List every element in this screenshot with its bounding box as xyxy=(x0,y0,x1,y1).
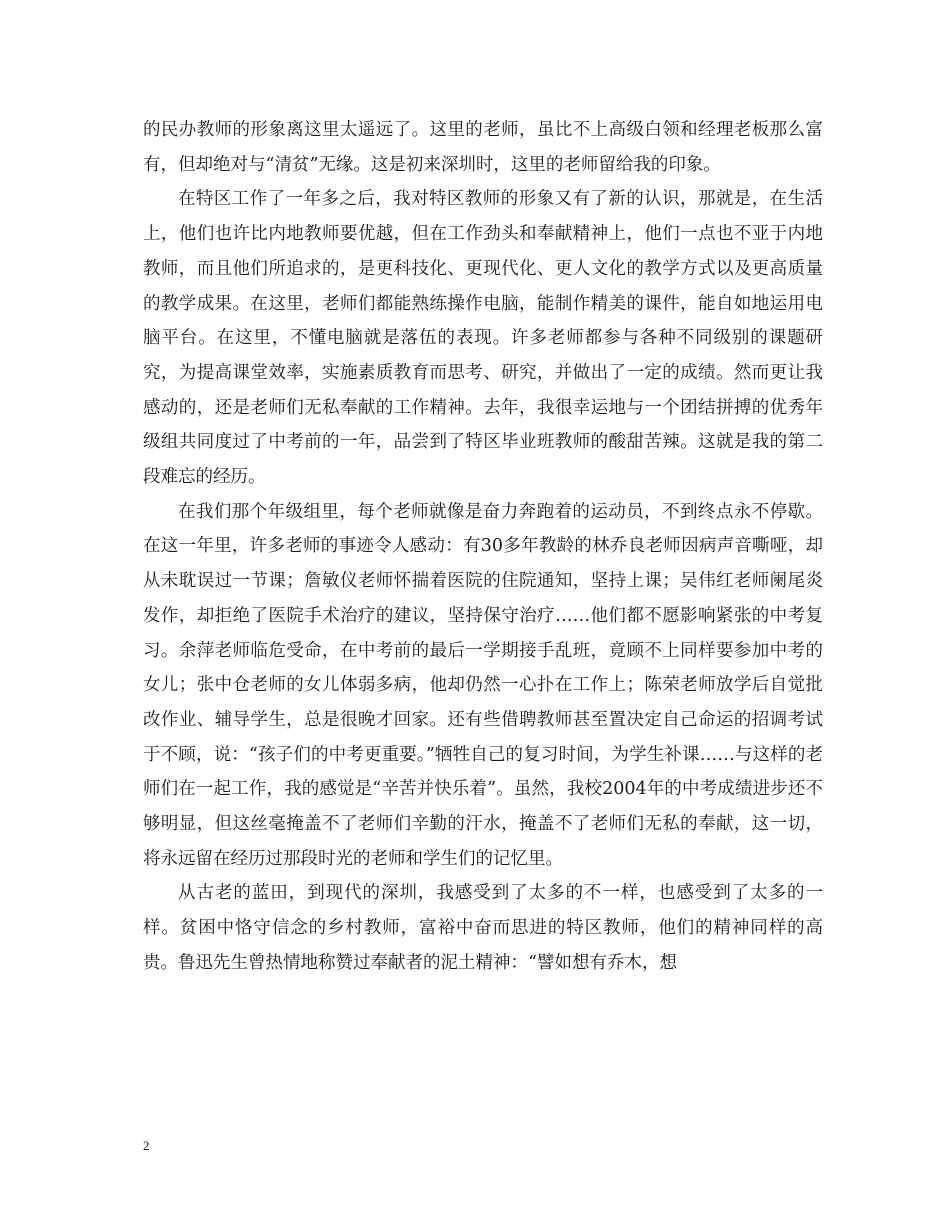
paragraph: 在特区工作了一年多之后，我对特区教师的形象又有了新的认识，那就是，在生活上，他们也许比内地教师要优越，但在工作劲头和奉献精神上，他们一点也不亚于内地教师，而且他们所追求的，是更科技化、更现代化、更人文化的教学方式以及更高质量的教学成果。在这里，老师们都能熟练操作电脑，能制作精美的课件，能自如地运用电脑平台。在这里，不懂电脑就是落伍的表现。许多老师都参与各种不同级别的课题研究，为提高课堂效率，实施素质教育而思考、研究，并做出了一定的成绩。然而更让我感动的，还是老师们无私奉献的工作精神。去年，我很幸运地与一个团结拼搏的优秀年级组共同度过了中考前的一年，品尝到了特区毕业班教师的酸甜苦辣。这就是我的第二段难忘的经历。 xyxy=(143,189,823,488)
body-text xyxy=(143,113,823,981)
page-number: 2 xyxy=(143,1138,150,1153)
paragraph: 在我们那个年级组里，每个老师就像是奋力奔跑着的运动员，不到终点永不停歇。在这一年里，许多老师的事迹令人感动：有30多年教龄的林乔良老师因病声音嘶哑，却从未耽误过一节课；詹敏仪老师怀揣着医院的住院通知，坚持上课；吴伟红老师阑尾炎发作，却拒绝了医院手术治疗的建议，坚持保守治疗……他们都不愿影响紧张的中考复习。余萍老师临危受命，在中考前的最后一学期接手乱班，竟顾不上同样要参加中考的女儿；张中仓老师的女儿体弱多病，他却仍然一心扑在工作上；陈荣老师放学后自觉批改作业、辅导学生，总是很晚才回家。还有些借聘教师甚至置决定自己命运的招调考试于不顾，说：“孩子们的中考更重要。”牺牲自己的复习时间，为学生补课……与这样的老师们在一起工作，我的感觉是“辛苦并快乐着”。虽然，我校2004年的中考成绩进步还不够明显，但这丝毫掩盖不了老师们辛勤的汗水，掩盖不了老师们无私的奉献，这一切，将永远留在经历过那段时光的老师和学生们的记忆里。 xyxy=(143,501,823,869)
paragraph: 从古老的蓝田，到现代的深圳，我感受到了太多的不一样，也感受到了太多的一样。贫困中恪守信念的乡村教师，富裕中奋而思进的特区教师，他们的精神同样的高贵。鲁迅先生曾热情地称赞过奉献者的泥土精神：“譬如想有乔木，想 xyxy=(143,883,823,973)
paragraph-continuation: 的民办教师的形象离这里太遥远了。这里的老师，虽比不上高级白领和经理老板那么富有，但却绝对与“清贫”无缘。这是初来深圳时，这里的老师留给我的印象。 xyxy=(143,120,823,175)
